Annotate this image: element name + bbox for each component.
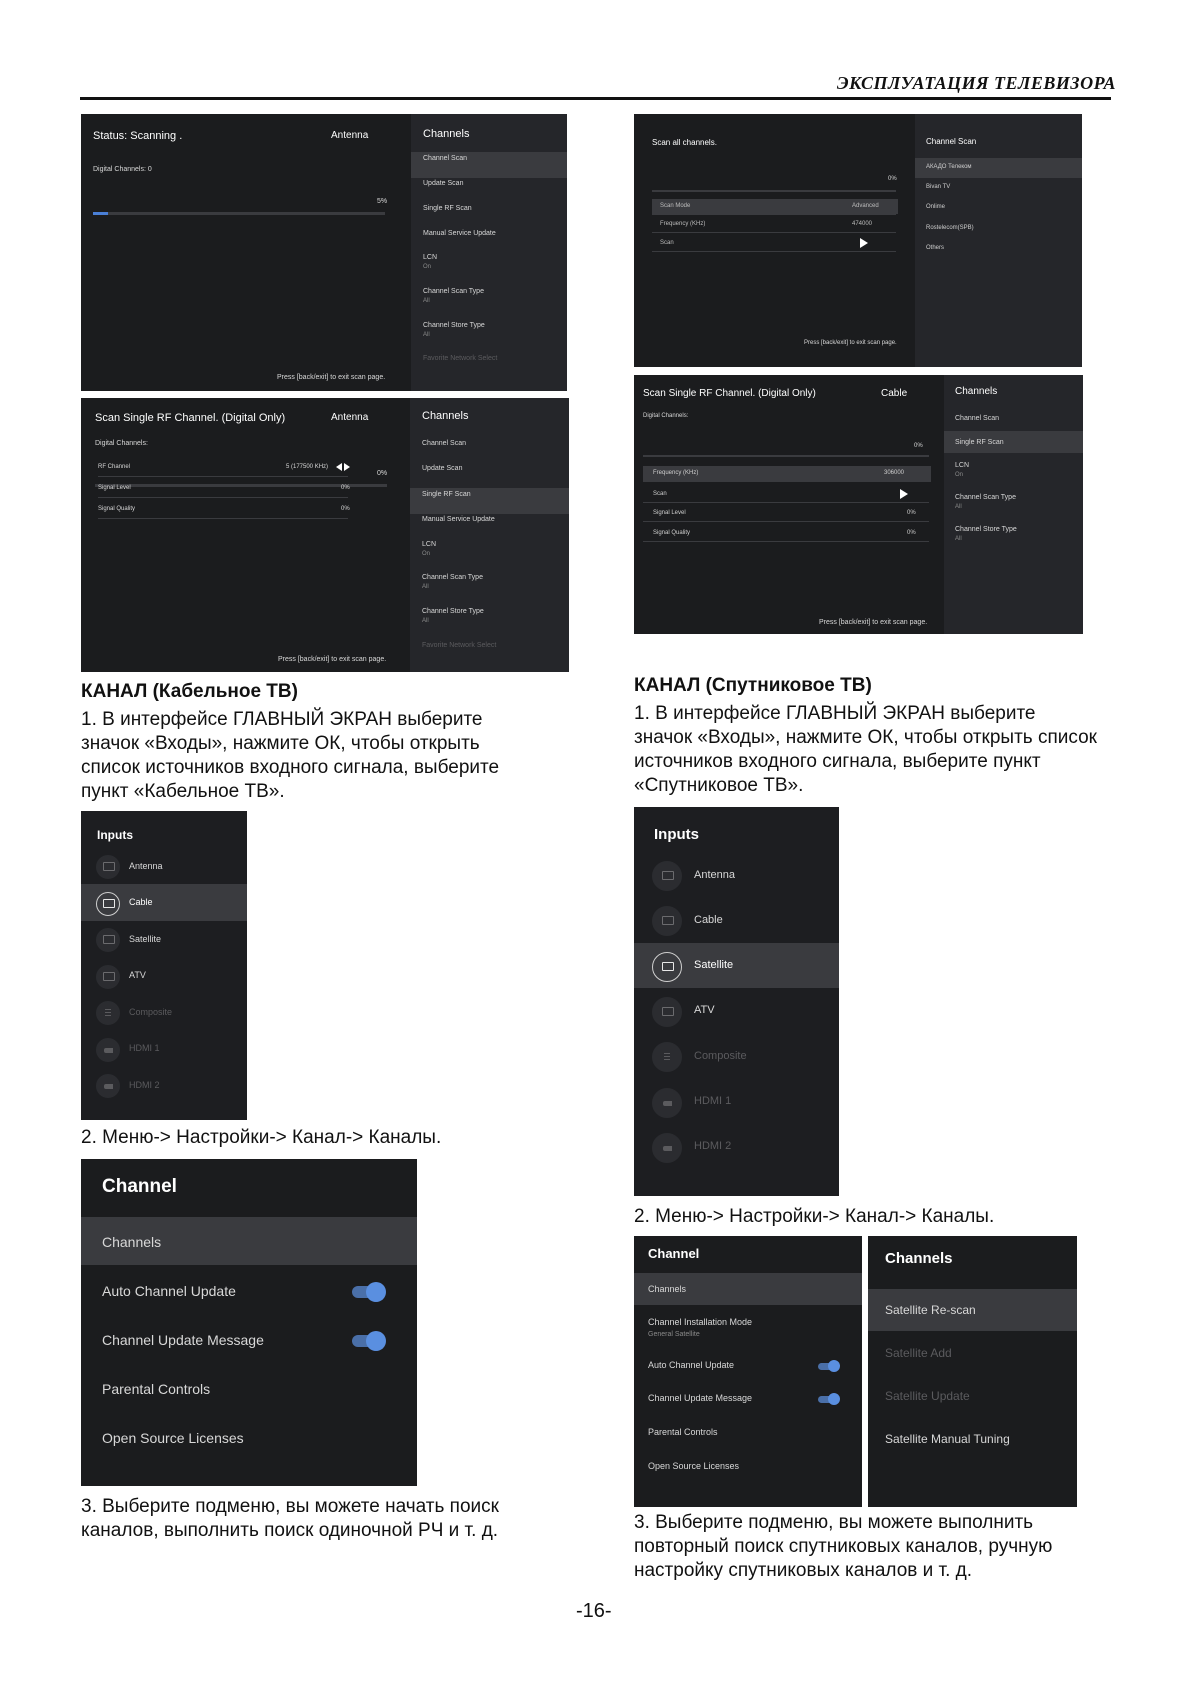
menu-item[interactable]: Channel Scan [422,440,466,447]
text-line: источников входного сигнала, выберите пункт [634,751,1041,772]
menu-item[interactable]: Rostelecom(SPB) [926,225,974,231]
text-line: «Спутниковое ТВ». [634,775,804,796]
row-value: 0% [341,485,350,491]
menu-item[interactable]: Manual Service Update [423,230,496,237]
channels-menu [411,114,567,391]
input-item[interactable]: Antenna [694,868,735,881]
input-item[interactable]: HDMI 2 [694,1140,732,1153]
step3-satellite [634,1511,1052,1583]
composite-icon [96,1001,120,1025]
exit-hint: Press [back/exit] to exit scan page. [819,619,928,626]
panel-item-satellite-add[interactable]: Satellite Add [885,1346,952,1360]
input-item[interactable]: ATV [694,1004,715,1017]
row-value: 306000 [884,470,905,476]
menu-item[interactable]: Manual Service Update [422,516,495,523]
row-label: Scan Mode [660,203,691,209]
menu-item-value: All [422,584,429,590]
input-item[interactable]: HDMI 1 [694,1095,732,1107]
progress-track [93,212,385,215]
progress-fill [93,212,108,215]
scan-percent: 5% [377,198,388,205]
row-value: 474000 [852,221,873,227]
screenshot-single-rf-cable [634,375,1083,634]
menu-item-value: On [955,472,964,478]
inputs-title: Inputs [97,828,133,842]
channel-scan-menu [915,114,1082,367]
input-item[interactable]: Composite [129,1006,173,1017]
play-icon[interactable] [900,489,908,499]
menu-item-channels[interactable]: Channels [102,1234,162,1250]
row-divider [98,476,348,477]
heading-satellite: КАНАЛ (Спутниковое ТВ) [634,675,872,696]
scan-source: Antenna [331,130,369,141]
row-label: Frequency (KHz) [660,221,706,227]
step1-satellite [634,702,1097,798]
hdmi-icon [96,1074,120,1098]
arrow-right-icon[interactable] [344,463,350,471]
text-line: 3. Выберите подменю, вы можете начать поиск [81,1496,499,1517]
menu-item[interactable]: Single RF Scan [423,205,472,212]
progress-track [643,455,929,457]
menu-item[interactable]: Channel Store Type [955,526,1017,533]
heading-cable: КАНАЛ (Кабельное ТВ) [81,681,298,702]
text-line: 3. Выберите подменю, вы можете выполнить [634,1512,1034,1533]
tv-icon [96,855,120,879]
tv-icon [652,906,682,936]
row-label: Scan [660,240,674,246]
menu-item-open-source-licenses[interactable]: Open Source Licenses [648,1461,740,1471]
text-line: значок «Входы», нажмите ОК, чтобы открыть [81,733,480,754]
menu-item[interactable]: Channel Store Type [423,322,485,329]
inputs-menu-cable [81,811,247,1120]
row-value: 0% [907,510,916,516]
channel-menu-satellite [634,1236,862,1507]
menu-item-value: All [422,618,429,624]
text-line: каналов, выполнить поиск одиночной РЧ и т. д. [81,1520,499,1541]
text-line: 1. В интерфейсе ГЛАВНЫЙ ЭКРАН выберите [634,703,1036,724]
row-value[interactable]: 5 (177500 KHz) [286,464,329,470]
arrow-left-icon[interactable] [336,463,342,471]
inputs-menu-satellite [634,807,839,1196]
hdmi-icon [652,1133,682,1163]
scan-source: Cable [881,388,908,399]
menu-item[interactable]: Single RF Scan [955,439,1004,446]
channel-menu-cable [81,1159,417,1486]
menu-item[interactable]: Channel Scan Type [422,574,483,581]
menu-item-value: On [422,551,431,557]
hdmi-icon [652,1088,682,1118]
menu-title: Channel Scan [926,137,977,146]
menu-item[interactable]: Bivan TV [926,184,951,190]
input-item[interactable]: HDMI 2 [129,1079,160,1090]
menu-item-value: All [423,298,430,304]
menu-item[interactable]: LCN [955,462,970,469]
exit-hint: Press [back/exit] to exit scan page. [278,656,387,663]
menu-item[interactable]: Onlime [926,204,946,210]
digital-channels: Digital Channels: [643,413,689,419]
row-divider [643,541,929,542]
step1-cable [81,708,499,804]
row-value: 0% [907,530,916,536]
menu-item-channel-update-message[interactable]: Channel Update Message [102,1332,264,1348]
row-divider [98,497,348,498]
row-divider [643,502,929,503]
input-item[interactable]: ATV [129,970,146,980]
menu-item[interactable]: Favorite Network Select [422,642,497,649]
row-label: Signal Level [653,510,686,516]
tv-icon [652,861,682,891]
menu-title: Channels [955,386,998,397]
input-item[interactable]: Satellite [129,933,162,944]
step2-cable: 2. Меню-> Настройки-> Канал-> Каналы. [81,1127,442,1148]
menu-item[interactable]: Single RF Scan [422,491,471,498]
menu-item-value: On [423,264,432,270]
input-item[interactable]: Composite [694,1049,747,1062]
scan-percent: 0% [377,470,388,477]
scan-source: Antenna [331,412,369,423]
menu-item[interactable]: Channel Scan Type [955,494,1016,501]
text-line: 1. В интерфейсе ГЛАВНЫЙ ЭКРАН выберите [81,709,483,730]
input-item[interactable]: HDMI 1 [129,1043,160,1053]
menu-item[interactable]: Others [926,245,945,251]
digital-channels: Digital Channels: 0 [93,166,152,173]
scan-percent: 0% [888,176,897,182]
tv-icon [96,928,120,952]
tv-icon [96,892,120,916]
hdmi-icon [96,1038,120,1062]
row-divider [98,518,348,519]
menu-item[interactable]: Favorite Network Select [423,355,498,362]
menu-item-channels[interactable]: Channels [648,1284,687,1294]
progress-track [652,190,896,192]
exit-hint: Press [back/exit] to exit scan page. [277,374,386,381]
menu-item[interactable]: Channel Scan Type [423,288,484,295]
panel-item-satellite-manual-tuning[interactable]: Satellite Manual Tuning [885,1432,1010,1446]
scan-status: Status: Scanning . [93,130,183,142]
panel-item-satellite-update[interactable]: Satellite Update [885,1389,970,1403]
menu-item-value: All [423,332,430,338]
channel-update-message-toggle[interactable] [352,1335,384,1347]
menu-item[interactable]: Channel Store Type [422,608,484,615]
row-divider [643,521,929,522]
composite-icon [652,1042,682,1072]
menu-item-channel-installation-mode[interactable]: Channel Installation Mode [648,1317,753,1327]
menu-item-open-source-licenses[interactable]: Open Source Licenses [102,1430,244,1446]
screenshot-single-rf-antenna [81,398,569,672]
text-line: настройку спутниковых каналов и т. д. [634,1560,973,1581]
inputs-title: Inputs [654,826,699,843]
scan-percent: 0% [914,443,923,449]
step3-cable [81,1495,499,1543]
tv-icon [652,952,682,982]
auto-channel-update-toggle[interactable] [818,1363,838,1370]
input-item[interactable]: Cable [694,913,723,926]
menu-item-value: All [955,536,962,542]
row-divider [652,214,896,215]
scan-title: Scan all channels. [652,138,717,147]
panel-item-satellite-rescan[interactable]: Satellite Re-scan [885,1303,976,1317]
step2-satellite: 2. Меню-> Настройки-> Канал-> Каналы. [634,1206,995,1227]
text-line: список источников входного сигнала, выберите [81,757,500,778]
text-line: повторный поиск спутниковых каналов, ручную [634,1536,1053,1557]
scan-title: Scan Single RF Channel. (Digital Only) [643,388,816,399]
channels-menu [944,375,1083,634]
channel-title: Channel [648,1246,700,1261]
menu-item-auto-channel-update[interactable]: Auto Channel Update [102,1283,236,1299]
screenshot-scanning [81,114,567,391]
row-divider [652,251,896,252]
page-number: -16- [576,1600,612,1622]
text-line: пункт «Кабельное ТВ». [81,781,285,802]
installation-mode-value: General Satellite [648,1331,700,1338]
channel-title: Channel [102,1176,177,1197]
row-value: 0% [341,506,350,512]
row-value: Advanced [852,203,879,209]
header-rule [80,97,1111,100]
exit-hint: Press [back/exit] to exit scan page. [804,340,897,346]
row-label: RF Channel [98,464,131,470]
row-divider [652,232,896,233]
menu-item-value: All [955,504,962,510]
menu-item[interactable]: АКАДО Телеком [926,164,972,170]
screenshot-scan-all [634,114,1082,367]
menu-item-auto-channel-update[interactable]: Auto Channel Update [648,1360,735,1370]
menu-item[interactable]: Channel Scan [423,155,467,162]
channel-update-message-toggle[interactable] [818,1396,838,1403]
row-label: Scan [653,491,667,497]
scan-title: Scan Single RF Channel. (Digital Only) [95,412,286,424]
menu-item-channel-update-message[interactable]: Channel Update Message [648,1393,753,1403]
row-label: Frequency (KHz) [653,470,699,476]
row-label: Signal Quality [653,530,691,536]
tv-icon [652,997,682,1027]
auto-channel-update-toggle[interactable] [352,1286,384,1298]
page-header: ЭКСПЛУАТАЦИЯ ТЕЛЕВИЗОРА [836,73,1116,93]
text-line: значок «Входы», нажмите ОК, чтобы открыть список [634,727,1097,748]
input-item[interactable]: Cable [129,897,153,907]
menu-item-parental-controls[interactable]: Parental Controls [648,1427,718,1437]
input-item[interactable]: Antenna [129,860,163,871]
menu-item[interactable]: Update Scan [423,180,464,187]
play-icon[interactable] [860,238,868,248]
menu-item[interactable]: LCN [423,254,438,261]
menu-item[interactable]: LCN [422,541,437,548]
menu-item-parental-controls[interactable]: Parental Controls [102,1381,211,1397]
menu-title: Channels [422,410,469,422]
channels-menu [410,398,569,672]
menu-title: Channels [423,128,470,140]
menu-item[interactable]: Update Scan [422,465,463,472]
row-label: Signal Quality [98,506,136,512]
channels-panel-satellite [868,1236,1077,1507]
digital-channels: Digital Channels: [95,440,148,447]
row-label: Signal Level [98,485,131,491]
panel-title: Channels [885,1250,953,1267]
input-item[interactable]: Satellite [694,959,734,972]
tv-icon [96,965,120,989]
menu-item[interactable]: Channel Scan [955,415,999,422]
